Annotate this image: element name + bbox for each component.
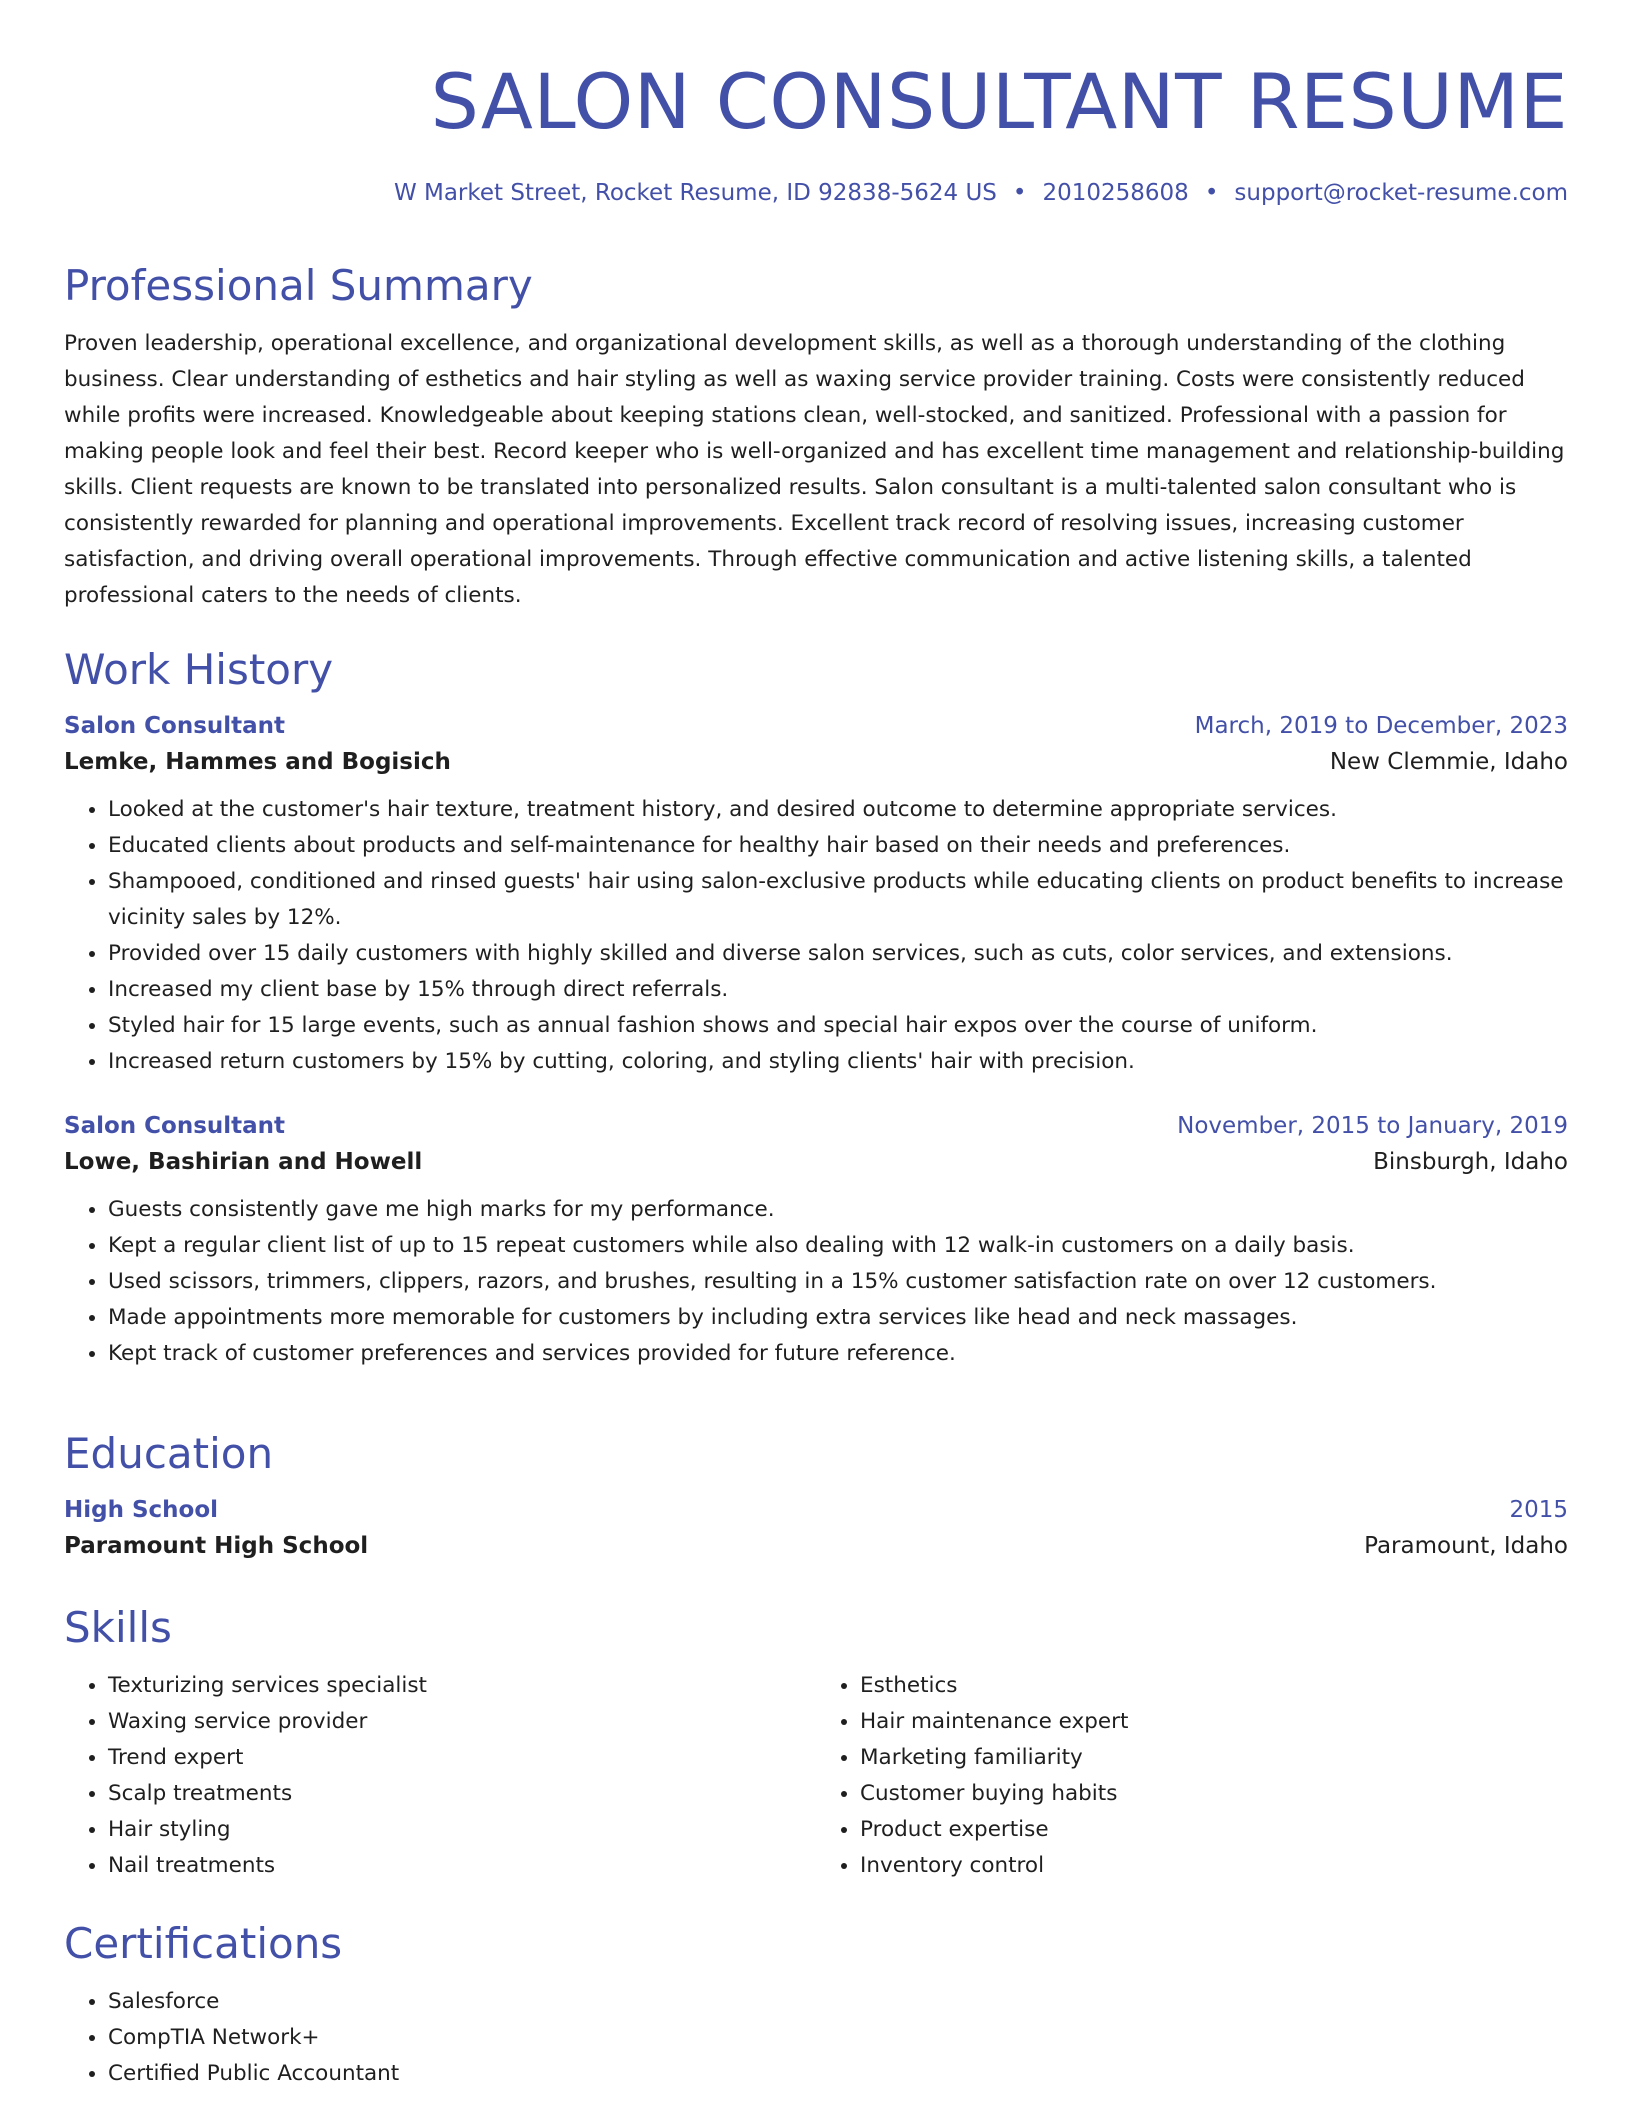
summary-text: Proven leadership, operational excellence, and organizational development skills, as well as a thorough understanding of the clothing business. Clear understanding of esthetics and hair styling as well as waxing service provider training. Costs were consistently reduced while profits were increased. Knowledgeable about keeping stations clean, well-stocked, and sanitized. Professional with a passion for making people look and feel their best. Record keeper who is well-organized and has excellent time management and relationship-building skills. Client requests are known to be translated into personalized results. Salon consultant is a multi-talented salon consultant who is consistently rewarded for planning and operational improvements. Excellent track record of resolving issues, increasing customer satisfaction, and driving overall operational improvements. Through effective communication and active listening skills, a talented professional caters to the needs of clients. (64, 331, 1565, 608)
list-item: • Esthetics (860, 1668, 1568, 1704)
list-item: • Customer buying habits (860, 1776, 1568, 1812)
education-degree: High School (64, 1497, 219, 1523)
list-item: • Kept track of customer preferences and services provided for future reference. (108, 1336, 1568, 1372)
education-section (64, 1426, 1568, 1566)
list-item: • CompTIA Network+ (108, 2020, 1568, 2056)
skills-column-left (64, 1668, 816, 1884)
skills-column-right (816, 1668, 1568, 1884)
job-employer: Lemke, Hammes and Bogisich (64, 749, 451, 775)
list-item: • Hair styling (108, 1812, 816, 1848)
job-dates: November, 2015 to January, 2019 (1177, 1113, 1568, 1139)
contact-address: W Market Street, Rocket Resume, ID 92838-5624 US (393, 180, 997, 206)
list-item: • Scalp treatments (108, 1776, 816, 1812)
job-entry (64, 710, 1568, 1080)
job-bullets (64, 792, 1568, 1080)
skills-grid (64, 1656, 1568, 1884)
list-item: • Hair maintenance expert (860, 1704, 1568, 1740)
education-school-row (64, 1526, 1568, 1566)
list-item: • Shampooed, conditioned and rinsed guests' hair using salon-exclusive products while educating clients on product benefits to increase vicinity sales by 12%. (108, 864, 1568, 936)
list-item: • Certified Public Accountant (108, 2056, 1568, 2092)
education-year: 2015 (1509, 1497, 1568, 1523)
section-title-skills: Skills (64, 1603, 172, 1652)
list-item: • Increased return customers by 15% by cutting, coloring, and styling clients' hair with precision. (108, 1044, 1568, 1080)
summary-section (64, 258, 1568, 614)
list-item: • Used scissors, trimmers, clippers, razors, and brushes, resulting in a 15% customer satisfaction rate on over 12 customers. (108, 1264, 1568, 1300)
list-item: • Inventory control (860, 1848, 1568, 1884)
job-entry (64, 1110, 1568, 1372)
skills-section (64, 1600, 1568, 1884)
resume-header (64, 52, 1568, 208)
list-item: • Styled hair for 15 large events, such as annual fashion shows and special hair expos over the course of uniform. (108, 1008, 1568, 1044)
list-item: • Texturizing services specialist (108, 1668, 816, 1704)
contact-email: support@rocket-resume.com (1234, 180, 1568, 206)
job-dates: March, 2019 to December, 2023 (1194, 713, 1568, 739)
list-item: • Provided over 15 daily customers with highly skilled and diverse salon services, such as cuts, color services, and extensions. (108, 936, 1568, 972)
education-header-row (64, 1494, 1568, 1526)
job-bullets (64, 1192, 1568, 1372)
contact-separator: • (1204, 180, 1219, 206)
job-header-row (64, 1110, 1568, 1142)
education-entry (64, 1494, 1568, 1566)
job-employer-row (64, 1142, 1568, 1182)
education-school: Paramount High School (64, 1533, 369, 1559)
job-title: Salon Consultant (64, 713, 286, 739)
list-item: • Salesforce (108, 1984, 1568, 2020)
education-location: Paramount, Idaho (1364, 1533, 1568, 1559)
list-item: • Educated clients about products and self-maintenance for healthy hair based on their needs and preferences. (108, 828, 1568, 864)
job-location: New Clemmie, Idaho (1329, 749, 1568, 775)
certifications-list (64, 1984, 1568, 2092)
list-item: • Nail treatments (108, 1848, 816, 1884)
job-location: Binsburgh, Idaho (1373, 1149, 1568, 1175)
list-item: • Guests consistently gave me high marks for my performance. (108, 1192, 1568, 1228)
list-item: • Kept a regular client list of up to 15 repeat customers while also dealing with 12 walk-in customers on a daily basis. (108, 1228, 1568, 1264)
job-header-row (64, 710, 1568, 742)
contact-line (64, 178, 1568, 208)
resume-title: SALON CONSULTANT RESUME (430, 57, 1568, 146)
section-title-education: Education (64, 1429, 274, 1478)
list-item: • Looked at the customer's hair texture, treatment history, and desired outcome to determine appropriate services. (108, 792, 1568, 828)
list-item: • Marketing familiarity (860, 1740, 1568, 1776)
contact-separator: • (1012, 180, 1027, 206)
section-title-summary: Professional Summary (64, 261, 533, 310)
contact-phone: 2010258608 (1042, 180, 1189, 206)
job-employer: Lowe, Bashirian and Howell (64, 1149, 423, 1175)
list-item: • Product expertise (860, 1812, 1568, 1848)
list-item: • Trend expert (108, 1740, 816, 1776)
work-history-section (64, 642, 1568, 1372)
job-employer-row (64, 742, 1568, 782)
list-item: • Made appointments more memorable for customers by including extra services like head and neck massages. (108, 1300, 1568, 1336)
section-title-work-history: Work History (64, 645, 334, 694)
list-item: • Waxing service provider (108, 1704, 816, 1740)
job-title: Salon Consultant (64, 1113, 286, 1139)
certifications-section (64, 1916, 1568, 2092)
section-title-certifications: Certifications (64, 1919, 343, 1968)
list-item: • Increased my client base by 15% through direct referrals. (108, 972, 1568, 1008)
